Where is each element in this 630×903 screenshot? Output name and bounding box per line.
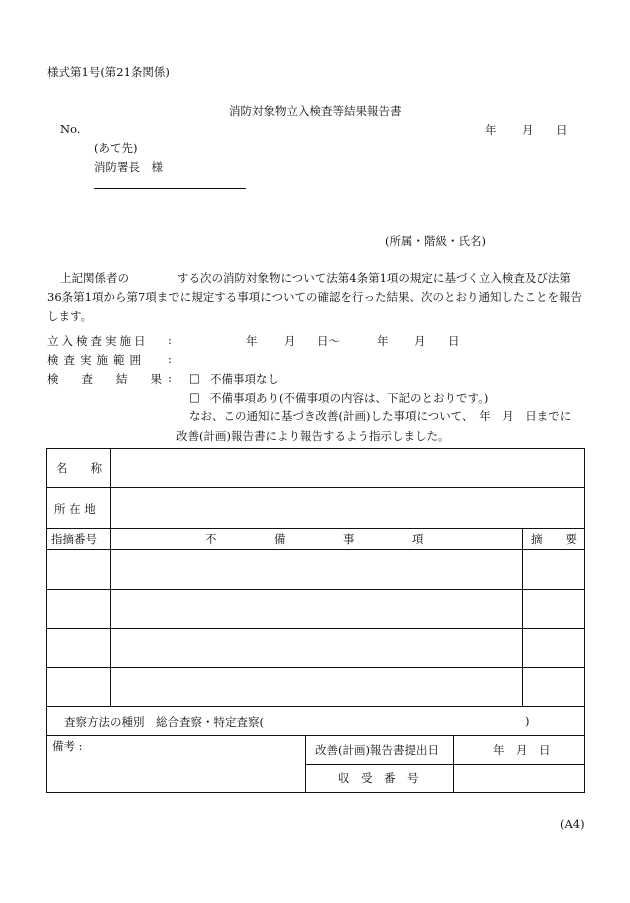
column-number-header: 指摘番号	[51, 532, 97, 546]
inspection-end-month: 月	[414, 334, 426, 348]
inspection-end-year: 年	[377, 334, 389, 348]
report-date-label: 改善(計画)報告書提出日	[315, 743, 439, 757]
body-line2: 36条第1項から第7項までに規定する事項についての確認を行った結果、次のとおり通知したことを報告	[47, 290, 583, 304]
col-divider	[305, 735, 306, 793]
row-divider	[46, 528, 585, 529]
col-divider	[453, 735, 454, 793]
report-date-value: 年 月 日	[493, 743, 551, 757]
number-label: No.	[60, 122, 81, 136]
row-divider	[46, 735, 585, 736]
row-divider	[46, 706, 585, 707]
checkbox-defects[interactable]: □	[189, 390, 200, 404]
notice-line1: なお、この通知に基づき改善(計画)した事項について、 年 月 日までに	[189, 409, 572, 423]
body-line1-a: 上記関係者の	[60, 271, 129, 285]
name-label: 名 称	[56, 461, 102, 475]
checkbox-no-defects[interactable]: □	[189, 371, 200, 385]
body-line1-b: する次の消防対象物について法第4条第1項の規定に基づく立入検査及び法第	[177, 271, 571, 285]
date-month: 月	[522, 123, 534, 137]
body-line3: します。	[47, 309, 93, 323]
inspection-result-label: 検 査 結 果	[47, 372, 162, 386]
addressee-prefix: (あて先)	[94, 141, 138, 155]
date-day: 日	[556, 123, 568, 137]
row-divider	[46, 628, 585, 629]
col-divider	[522, 528, 523, 706]
form-id: 様式第1号(第21条関係)	[47, 65, 170, 79]
signer-label: (所属・階級・氏名)	[385, 234, 486, 248]
row-divider	[46, 487, 585, 488]
remarks-label: 備考 :	[52, 739, 83, 753]
inspection-result-colon: :	[168, 371, 172, 385]
document-title: 消防対象物立入検査等結果報告書	[229, 104, 402, 118]
option-no-defects: 不備事項なし	[210, 372, 279, 386]
row-divider	[305, 764, 585, 765]
col-divider	[110, 448, 111, 706]
inspection-start-month: 月	[284, 334, 296, 348]
addressee: 消防署長 様	[94, 160, 163, 174]
date-year: 年	[485, 123, 497, 137]
row-divider	[46, 549, 585, 550]
row-divider	[46, 589, 585, 590]
inspection-date-label: 立入検査実施日	[47, 334, 149, 348]
inspection-end-day: 日	[448, 334, 460, 348]
inspection-method-label: 査察方法の種別 総合査察・特定査察(	[64, 715, 264, 729]
notice-line2: 改善(計画)報告書により報告するよう指示しました。	[176, 429, 450, 443]
inspection-range-colon: :	[168, 352, 172, 366]
column-defect-header: 不 備 事 項	[205, 532, 424, 546]
inspection-start-year: 年	[246, 334, 258, 348]
inspection-range-label: 検査実施範囲	[47, 353, 146, 367]
location-label: 所 在 地	[54, 502, 96, 516]
inspection-method-close: )	[525, 714, 530, 728]
paper-size-label: (A4)	[560, 817, 585, 831]
addressee-underline	[94, 188, 246, 189]
inspection-date-colon: :	[168, 333, 172, 347]
inspection-start-day: 日〜	[317, 334, 340, 348]
option-defects: 不備事項あり(不備事項の内容は、下記のとおりです。)	[210, 391, 489, 405]
receipt-number-label: 収 受 番 号	[338, 771, 419, 785]
row-divider	[46, 667, 585, 668]
column-summary-header: 摘 要	[531, 532, 577, 546]
